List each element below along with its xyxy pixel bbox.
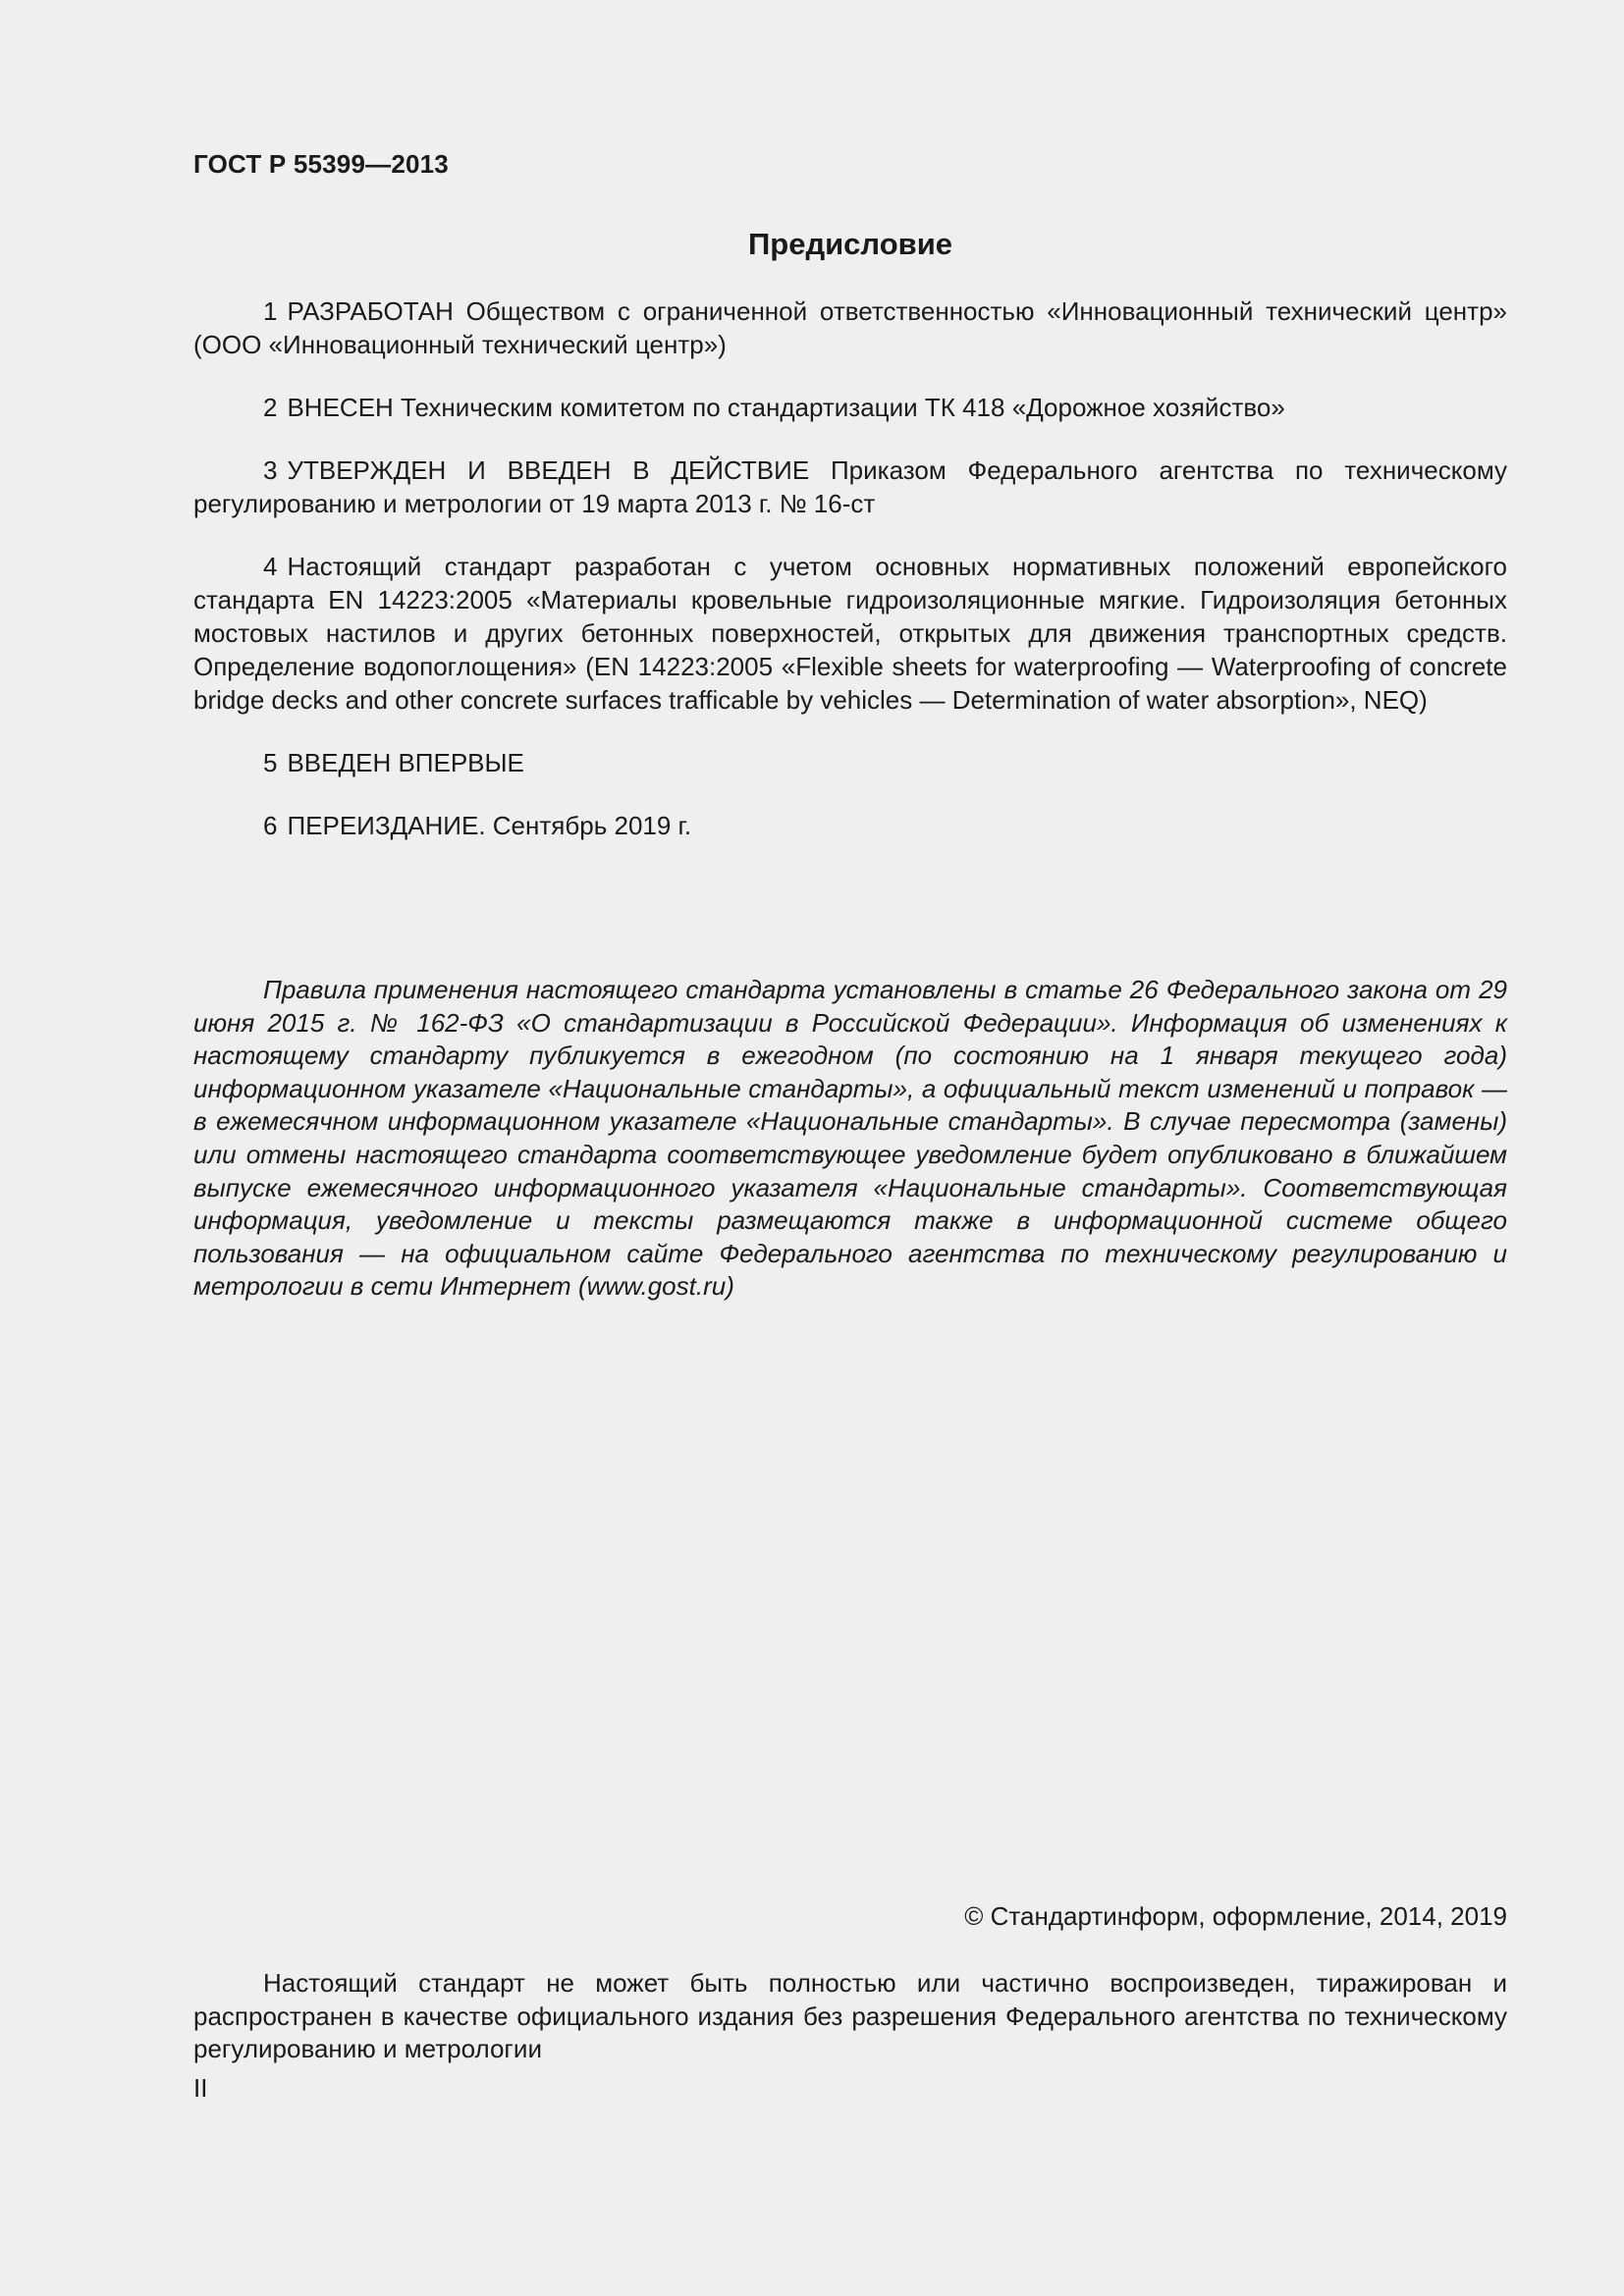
reproduction-restriction: Настоящий стандарт не может быть полностью или частично воспроизведен, тиражирован и распространен в качестве официального издания без разрешения Федерального агентства по техническому регулированию и метрологии bbox=[193, 1968, 1507, 2063]
foreword-item-4 bbox=[193, 550, 1507, 717]
foreword-items bbox=[193, 294, 1507, 872]
foreword-item-5 bbox=[193, 746, 1507, 779]
standard-code-header: ГОСТ Р 55399—2013 bbox=[193, 149, 449, 179]
page-title: Предисловие bbox=[747, 227, 952, 261]
copyright-line: © Стандартинформ, оформление, 2014, 2019 bbox=[964, 1901, 1507, 1931]
item-text: ВВЕДЕН ВПЕРВЫЕ bbox=[287, 748, 524, 777]
item-text: УТВЕРЖДЕН И ВВЕДЕН В ДЕЙСТВИЕ Приказом Федерального агентства по техническому регулированию и метрологии от 19 марта 2013 г. № 16-ст bbox=[193, 455, 1507, 518]
item-text: Настоящий стандарт разработан с учетом основных нормативных положений европейского стандарта EN 14223:2005 «Материалы кровельные гидроизоляционные мягкие. Гидроизоляция бетонных мостовых настилов и других бетонных поверхностей, открытых для движения транспортных средств. Определение водопоглощения» (EN 14223:2005 «Flexible sheets for waterproofing — Waterproofing of concrete bridge decks and other concrete surfaces trafficable by vehicles — Determination of water absorption», NEQ) bbox=[193, 552, 1507, 715]
item-number: 4 bbox=[263, 552, 278, 581]
item-number: 2 bbox=[263, 393, 278, 422]
foreword-item-3 bbox=[193, 454, 1507, 520]
item-number: 6 bbox=[263, 811, 278, 840]
item-text: РАЗРАБОТАН Обществом с ограниченной ответственностью «Инновационный технический центр» (ООО «Инновационный технический центр») bbox=[193, 296, 1507, 359]
application-rules-notice: Правила применения настоящего стандарта установлены в статье 26 Федерального закона от 29 июня 2015 г. № 162-ФЗ «О стандартизации в Российской Федерации». Информация об изменениях к настоящему стандарту публикуется в ежегодном (по состоянию на 1 января текущего года) информационном указателе «Национальные стандарты», а официальный текст изменений и поправок — в ежемесячном информационном указателе «Национальные стандарты». В случае пересмотра (замены) или отмены настоящего стандарта соответствующее уведомление будет опубликовано в ближайшем выпуске ежемесячного информационного указателя «Национальные стандарты». Соответствующая информация, уведомление и тексты размещаются также в информационной системе общего пользования — на официальном сайте Федерального агентства по техническому регулированию и метрологии в сети Интернет (www.gost.ru) bbox=[193, 975, 1507, 1302]
item-number: 1 bbox=[263, 296, 278, 326]
foreword-item-2 bbox=[193, 391, 1507, 424]
item-text: ПЕРЕИЗДАНИЕ. Сентябрь 2019 г. bbox=[287, 811, 692, 840]
foreword-item-1 bbox=[193, 294, 1507, 361]
page-number: II bbox=[193, 2073, 208, 2103]
item-number: 5 bbox=[263, 748, 278, 777]
item-number: 3 bbox=[263, 455, 278, 485]
item-text: ВНЕСЕН Техническим комитетом по стандартизации ТК 418 «Дорожное хозяйство» bbox=[287, 393, 1285, 422]
foreword-item-6 bbox=[193, 809, 1507, 842]
